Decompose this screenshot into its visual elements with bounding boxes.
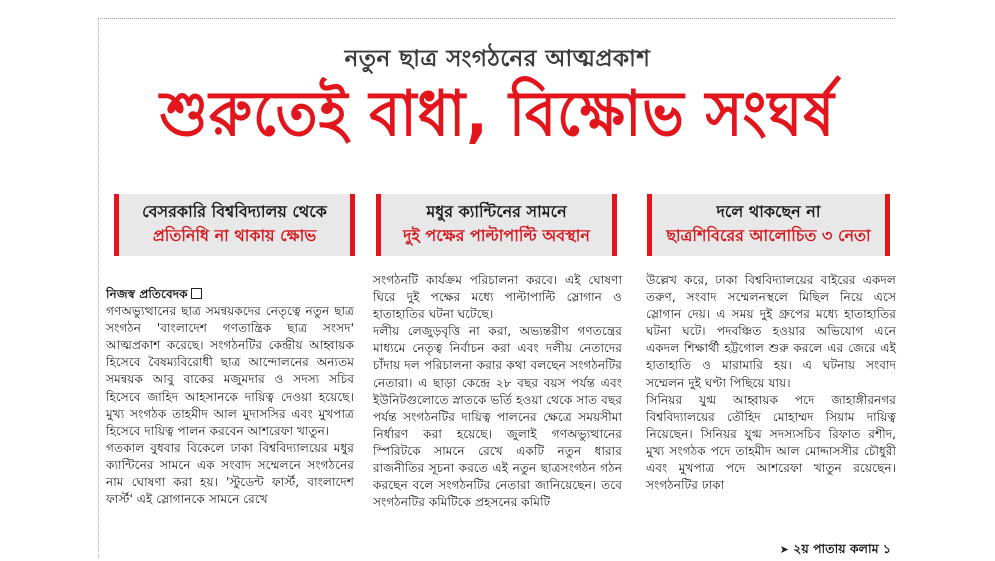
paragraph: উল্লেখ করে, ঢাকা বিশ্ববিদ্যালয়ের বাইরের একদল তরুণ, সংবাদ সম্মেলনস্থলে মিছিল নিয়ে এসে স্লোগান দেয়। এ সময় দুই গ্রুপের মধ্যে হাতাহাতির ঘটনা ঘটে। পদবঞ্চিত হওয়ার অভিযোগ এনে একদল শিক্ষার্থী হট্টগোল শুরু করলে এর জেরে এই হাতাহাতি ও মারামারি হয়। এ ঘটনায় সংবাদ সম্মেলন দুই ঘণ্টা পিছিয়ে যায়। <box>646 273 896 390</box>
arrow-right-icon: ➤ <box>779 543 789 556</box>
subhead-2-line-1: মধুর ক্যান্টিনের সামনে <box>426 202 567 221</box>
subhead-box-2 <box>376 194 617 256</box>
paragraph: সংগঠনটি কার্যক্রম পরিচালনা করবে। এই ঘোষণা ঘিরে দুই পক্ষের মধ্যে পাল্টাপাল্টি স্লোগান ও হাতাহাতির ঘটনা ঘটেছে। <box>373 273 622 322</box>
main-headline: শুরুতেই বাধা, বিক্ষোভ সংঘর্ষ <box>159 78 836 151</box>
continued-text: ২য় পাতায় কলাম ১ <box>793 541 891 556</box>
subhead-box-3 <box>647 194 890 256</box>
subhead-box-1 <box>114 194 355 256</box>
subhead-1-line-1: বেসরকারি বিশ্ববিদ্যালয় থেকে <box>142 202 327 221</box>
top-dotted-rule <box>100 18 895 19</box>
subhead-3-line-1: দলে থাকছেন না <box>716 202 821 221</box>
kicker-title: নতুন ছাত্র সংগঠনের আত্মপ্রকাশ <box>344 46 651 72</box>
paragraph: দলীয় লেজুড়বৃত্তি না করা, অভ্যন্তরীণ গণতন্ত্রের মাধ্যমে নেতৃত্ব নির্বাচন করা এবং দলীয় নেতাদের চাঁদায় দল পরিচালনা করার কথা বলছেন সংগঠনটির নেতারা। এ ছাড়া কেন্দ্রে ২৮ বছর বয়স পর্যন্ত এবং ইউনিটগুলোতে স্নাতকে ভর্তি হওয়া থেকে সাত বছর পর্যন্ত সংগঠনটির দায়িত্ব পালনের ক্ষেত্রে সময়সীমা নির্ধারণ করা হয়েছে। জুলাই গণঅভ্যুত্থানের স্পিরিটকে সামনে রেখে একটি নতুন ধারার রাজনীতির সূচনা করতে এই নতুন ছাত্রসংগঠন গঠন করছেন বলে সংগঠনটির নেতারা জানিয়েছেন। তবে সংগঠনটির কমিটিকে প্রহসনের কমিটি <box>373 324 622 510</box>
subhead-1-line-2: প্রতিনিধি না থাকায় ক্ষোভ <box>152 226 317 245</box>
article-column-2 <box>373 272 622 511</box>
article-column-1 <box>106 286 354 508</box>
square-icon <box>191 288 202 299</box>
paragraph: গতকাল বুধবার বিকেলে ঢাকা বিশ্ববিদ্যালয়ের মধুর ক্যান্টিনের সামনে এক সংবাদ সম্মেলনে সংগঠনের নাম ঘোষণা করা হয়। 'স্টুডেন্ট ফার্স্ট, বাংলাদেশ ফার্স্ট' এই স্লোগানকে সামনে রেখে <box>106 440 354 507</box>
byline <box>106 286 354 303</box>
continued-on-page <box>780 541 891 561</box>
newspaper-clipping <box>100 18 895 558</box>
left-dotted-rule <box>98 18 99 558</box>
subhead-2-line-2: দুই পক্ষের পাল্টাপাল্টি অবস্থান <box>403 226 590 245</box>
paragraph: সিনিয়র যুগ্ম আহ্বায়ক পদে জাহাঙ্গীরনগর বিশ্ববিদ্যালয়ের তৌহিদ মোহাম্মদ সিয়াম দায়িত্ব নিয়েছেন। সিনিয়র যুগ্ম সদস্যসচিব রিফাত রশীদ, মুখ্য সংগঠক পদে তাহমীদ আল মোদ্দাসসীর চৌধুরী এবং মুখপাত্র পদে আশরেফা খাতুন রয়েছেন। সংগঠনটির ঢাকা <box>646 392 896 493</box>
paragraph: গণঅভ্যুত্থানের ছাত্র সমন্বয়কদের নেতৃত্বে নতুন ছাত্র সংগঠন 'বাংলাদেশ গণতান্ত্রিক ছাত্র সংসদ' আত্মপ্রকাশ করেছে। সংগঠনটির কেন্দ্রীয় আহ্বায়ক হিসেবে বৈষম্যবিরোধী ছাত্র আন্দোলনের অন্যতম সমন্বয়ক আবু বাকের মজুমদার ও সদস্য সচিব হিসেবে জাহিদ আহসানকে দায়িত্ব দেওয়া হয়েছে। মুখ্য সংগঠক তাহমীদ আল মুদাসসির এবং মুখপাত্র হিসেবে দায়িত্ব পালন করবেন আশরেফা খাতুন। <box>106 304 354 438</box>
byline-text: নিজস্ব প্রতিবেদক <box>106 287 188 301</box>
article-column-3 <box>646 272 896 494</box>
subhead-3-line-2: ছাত্রশিবিরের আলোচিত ৩ নেতা <box>666 226 871 245</box>
